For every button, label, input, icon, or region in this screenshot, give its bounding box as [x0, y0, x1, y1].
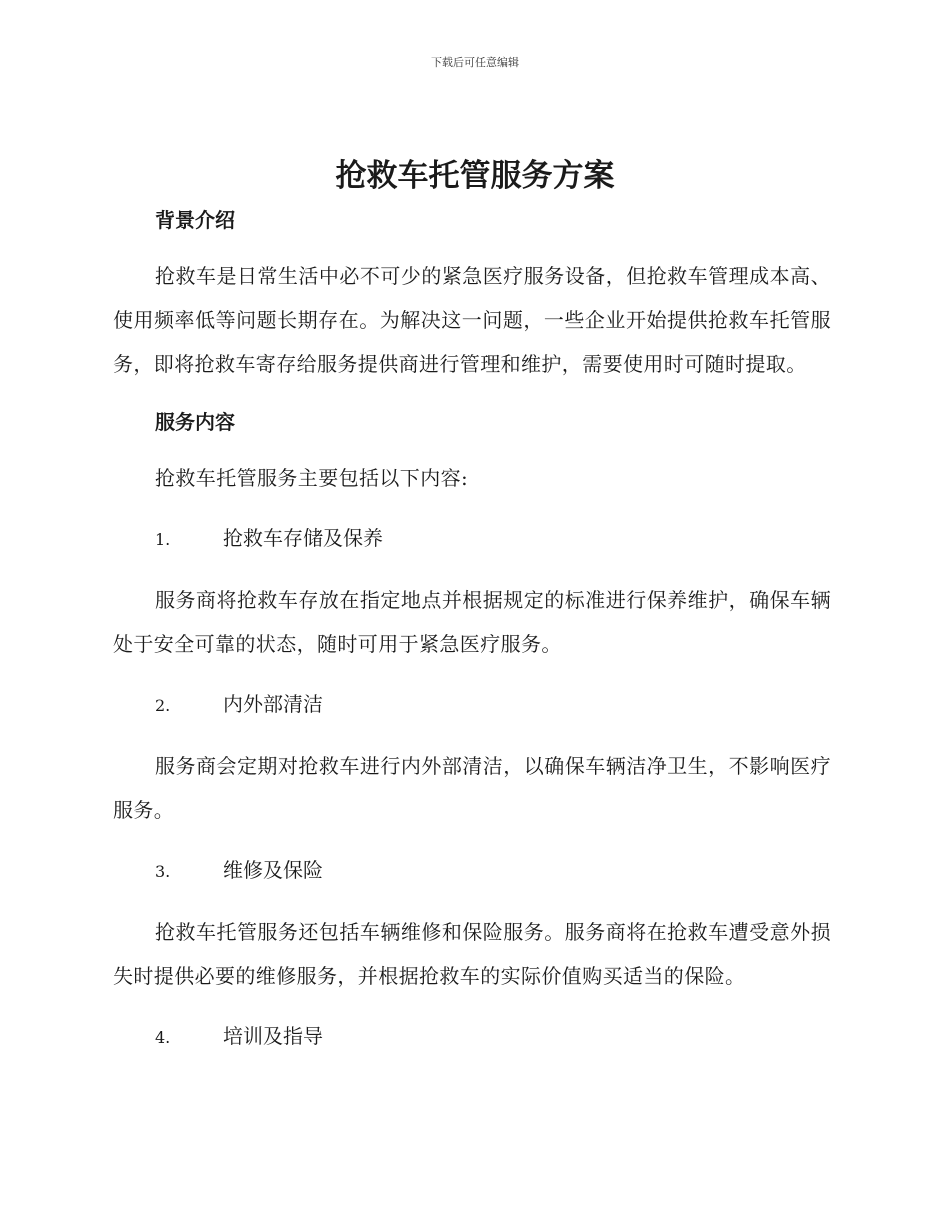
section-heading-background: 背景介绍 [155, 208, 235, 232]
list-item-title: 培训及指导 [223, 1024, 323, 1048]
list-item-title: 抢救车存储及保养 [223, 526, 383, 550]
list-item [113, 1014, 831, 1060]
list-item-number: 2. [155, 696, 171, 715]
list-item [113, 516, 831, 562]
list-item-description: 抢救车托管服务还包括车辆维修和保险服务。服务商将在抢救车遭受意外损失时提供必要的维修服务，并根据抢救车的实际价值购买适当的保险。 [113, 920, 831, 988]
list-item-title: 内外部清洁 [223, 692, 323, 716]
header-note: 下载后可任意编辑 [431, 56, 519, 69]
list-item-description: 服务商将抢救车存放在指定地点并根据规定的标准进行保养维护，确保车辆处于安全可靠的状态，随时可用于紧急医疗服务。 [113, 588, 831, 656]
list-item-description: 服务商会定期对抢救车进行内外部清洁，以确保车辆洁净卫生，不影响医疗服务。 [113, 754, 831, 822]
services-intro-paragraph: 抢救车托管服务主要包括以下内容: [155, 466, 469, 490]
list-item-number: 3. [155, 862, 171, 881]
list-item [113, 848, 831, 894]
list-item-number: 4. [155, 1028, 171, 1047]
document-title: 抢救车托管服务方案 [335, 158, 615, 194]
list-item-number: 1. [155, 530, 171, 549]
section-heading-services: 服务内容 [155, 410, 235, 434]
list-item-title: 维修及保险 [223, 858, 323, 882]
document-body [113, 200, 831, 1060]
background-paragraph: 抢救车是日常生活中必不可少的紧急医疗服务设备，但抢救车管理成本高、使用频率低等问题长期存在。为解决这一问题，一些企业开始提供抢救车托管服务，即将抢救车寄存给服务提供商进行管理和维护，需要使用时可随时提取。 [113, 264, 831, 376]
list-item [113, 682, 831, 728]
